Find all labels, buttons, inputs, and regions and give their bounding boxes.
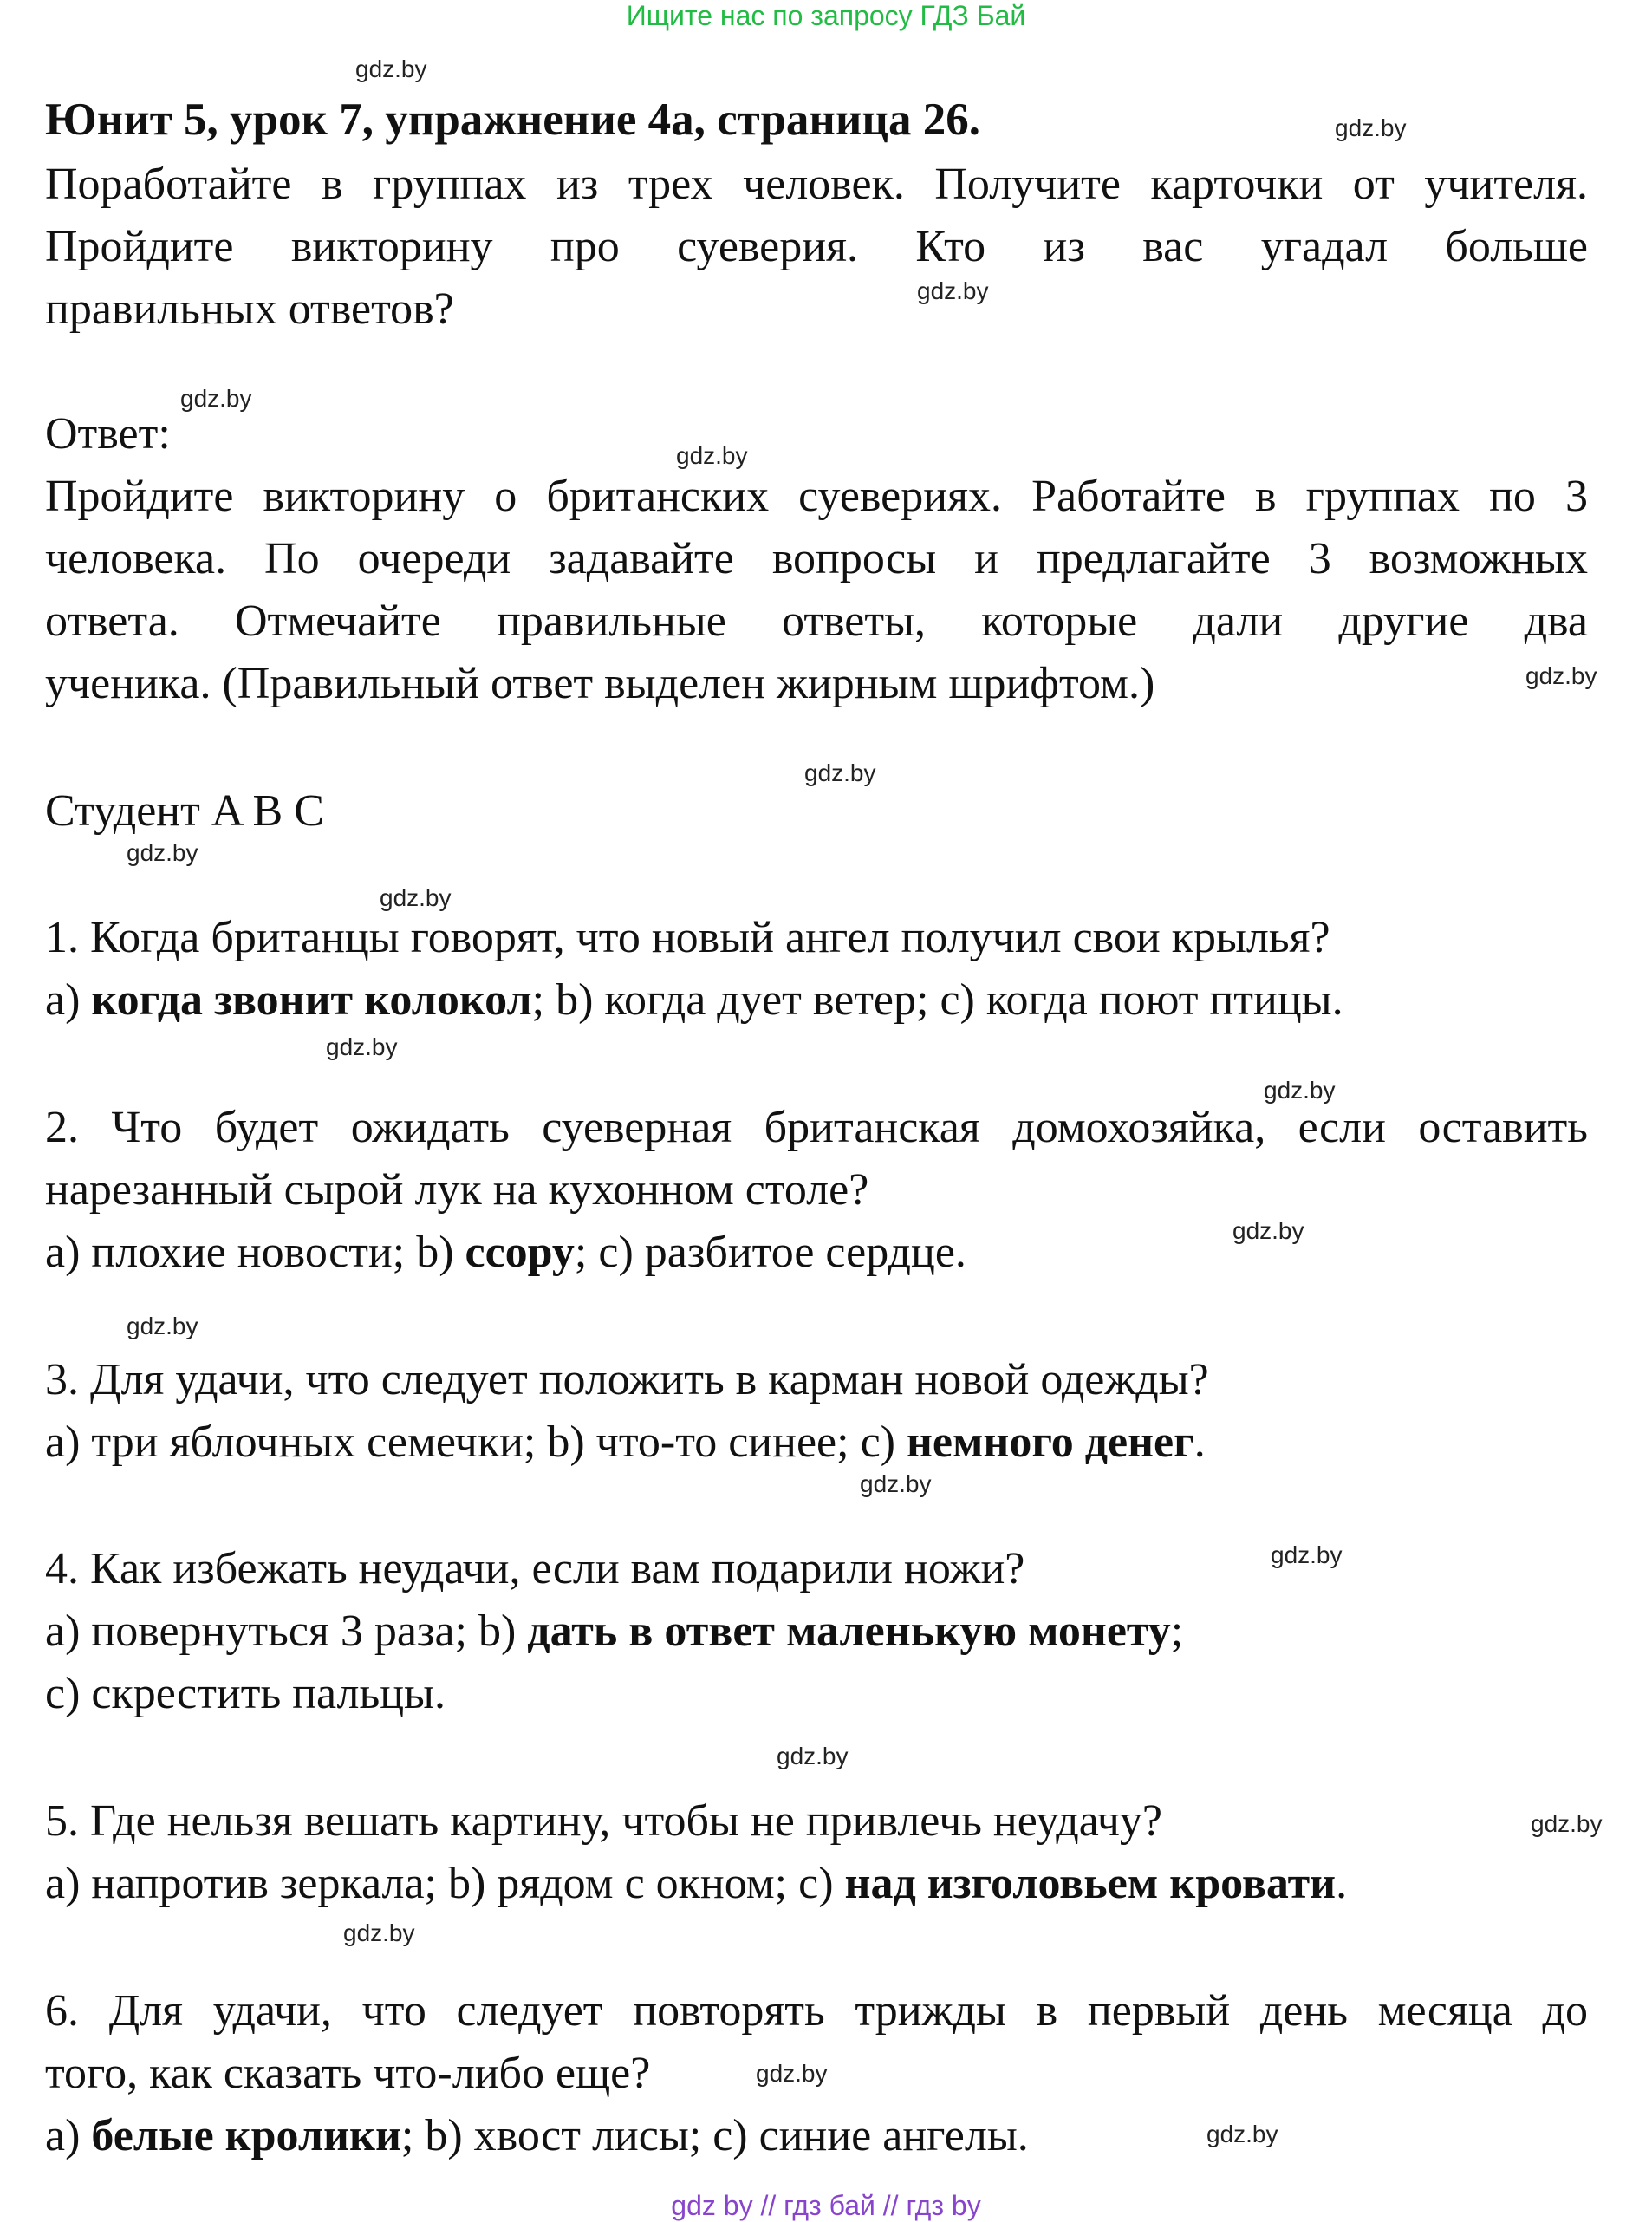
watermark: gdz.by xyxy=(380,884,452,911)
watermark: gdz.by xyxy=(917,277,989,304)
task-line-2: Пройдите викторину про суеверия. Кто из вас угадал больше xyxy=(45,222,1588,271)
answer-line-1: Пройдите викторину о британских суевериях. Работайте в группах по 3 xyxy=(45,472,1588,521)
answer-line-2: человека. По очереди задавайте вопросы и предлагайте 3 возможных xyxy=(45,534,1588,583)
correct-answer-2: ссору xyxy=(465,1228,575,1277)
watermark: gdz.by xyxy=(804,759,876,786)
watermark: gdz.by xyxy=(1271,1541,1343,1568)
answer-options-3: a) три яблочных семечки; b) что-то синее; c) немного денег. xyxy=(45,1417,1206,1467)
top-banner-link[interactable]: Ищите нас по запросу ГДЗ Бай xyxy=(626,0,1026,31)
answer-options-2: a) плохие новости; b) ссору; c) разбитое сердце. xyxy=(45,1228,966,1277)
watermark: gdz.by xyxy=(756,2060,828,2087)
watermark: gdz.by xyxy=(343,1919,415,1946)
page-title: Юнит 5, урок 7, упражнение 4a, страница 26. xyxy=(45,94,980,145)
question-2-line-2: нарезанный сырой лук на кухонном столе? xyxy=(45,1165,869,1215)
watermark: gdz.by xyxy=(1206,2121,1278,2147)
watermark: gdz.by xyxy=(127,1313,198,1339)
footer-links[interactable]: gdz by // гдз бай // гдз by xyxy=(671,2190,981,2221)
correct-answer-4: дать в ответ маленькую монету xyxy=(527,1606,1171,1656)
question-1: 1. Когда британцы говорят, что новый ангел получил свои крылья? xyxy=(45,913,1330,962)
answer-options-4: a) повернуться 3 раза; b) дать в ответ маленькую монету; xyxy=(45,1606,1184,1656)
correct-answer-6: белые кролики xyxy=(91,2111,401,2160)
question-6-line-2: того, как сказать что-либо еще? xyxy=(45,2049,651,2098)
question-5: 5. Где нельзя вешать картину, чтобы не привлечь неудачу? xyxy=(45,1796,1162,1846)
watermark: gdz.by xyxy=(1335,114,1407,141)
answer-options-1: a) когда звонит колокол; b) когда дует ветер; c) когда поют птицы. xyxy=(45,975,1343,1025)
question-6-line-1: 6. Для удачи, что следует повторять трижды в первый день месяца до xyxy=(45,1986,1588,2036)
task-line-3: правильных ответов? xyxy=(45,284,454,334)
question-4: 4. Как избежать неудачи, если вам подарили ножи? xyxy=(45,1544,1025,1593)
watermark: gdz.by xyxy=(676,442,748,469)
task-line-1: Поработайте в группах из трех человек. Получите карточки от учителя. xyxy=(45,160,1588,209)
watermark: gdz.by xyxy=(180,385,252,412)
answer-label: Ответ: xyxy=(45,409,171,459)
students-label: Студент A B C xyxy=(45,786,324,836)
question-3: 3. Для удачи, что следует положить в карман новой одежды? xyxy=(45,1355,1209,1404)
correct-answer-1: когда звонит колокол xyxy=(91,975,532,1025)
watermark: gdz.by xyxy=(777,1743,849,1769)
answer-options-4-line-2: c) скрестить пальцы. xyxy=(45,1669,446,1718)
correct-answer-5: над изголовьем кровати xyxy=(844,1859,1337,1908)
watermark: gdz.by xyxy=(1525,662,1597,689)
watermark: gdz.by xyxy=(355,55,427,82)
watermark: gdz.by xyxy=(326,1033,398,1060)
watermark: gdz.by xyxy=(1232,1217,1304,1244)
answer-line-4: ученика. (Правильный ответ выделен жирным шрифтом.) xyxy=(45,659,1155,708)
correct-answer-3: немного денег xyxy=(906,1417,1194,1467)
watermark: gdz.by xyxy=(1264,1077,1336,1104)
answer-line-3: ответа. Отмечайте правильные ответы, которые дали другие два xyxy=(45,596,1588,646)
answer-options-5: a) напротив зеркала; b) рядом с окном; c) над изголовьем кровати. xyxy=(45,1859,1348,1908)
question-2-line-1: 2. Что будет ожидать суеверная британская домохозяйка, если оставить xyxy=(45,1103,1588,1152)
watermark: gdz.by xyxy=(127,839,198,866)
watermark: gdz.by xyxy=(860,1470,932,1497)
answer-options-6: a) белые кролики; b) хвост лисы; c) синие ангелы. xyxy=(45,2111,1029,2160)
watermark: gdz.by xyxy=(1531,1810,1603,1837)
